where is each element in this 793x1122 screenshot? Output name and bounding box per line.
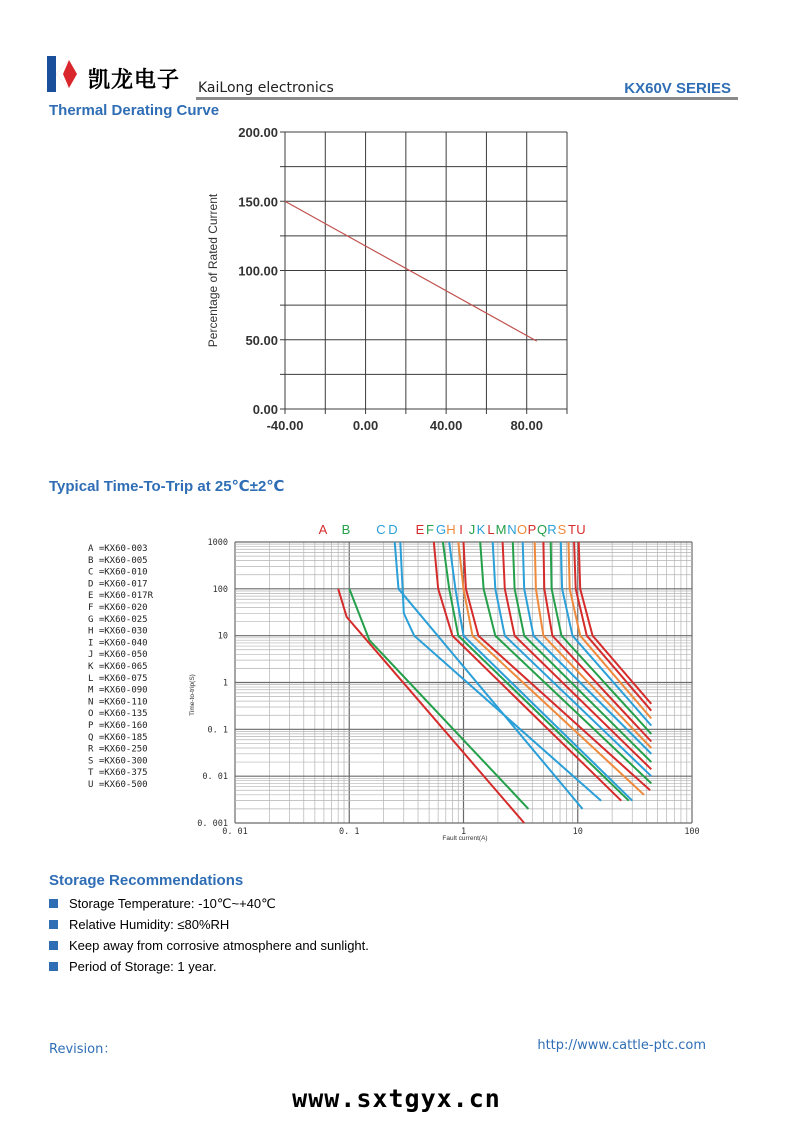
series-name-label: J (468, 522, 476, 537)
brand-chinese-name: 凯龙电子 (88, 67, 181, 93)
legend-entry: L =KX60-075 (88, 673, 148, 684)
y-tick-label: 1 (222, 678, 228, 689)
series-name-label: N (507, 522, 517, 537)
series-name-label: S (557, 522, 567, 537)
series-name-label: H (446, 522, 456, 537)
y-tick-label: 150.00 (238, 194, 278, 210)
logo-bar (47, 56, 56, 92)
time-to-trip-chart (80, 515, 720, 850)
x-tick-label: 40.00 (429, 418, 463, 433)
storage-item-text: Keep away from corrosive atmosphere and sunlight. (69, 938, 369, 953)
kailong-logo (47, 56, 77, 92)
legend-entry: H =KX60-030 (88, 626, 148, 637)
storage-item (49, 914, 369, 935)
y-tick-label: 0. 1 (207, 725, 228, 736)
website-link[interactable]: http://www.cattle-ptc.com (537, 1038, 706, 1053)
legend-entry: P =KX60-160 (88, 721, 148, 731)
x-tick-label: 10 (572, 827, 583, 837)
legend-entry: D =KX60-017 (88, 579, 148, 590)
legend-entry: J =KX60-050 (88, 650, 148, 661)
legend-entry: O =KX60-135 (88, 709, 148, 720)
storage-item-text: Period of Storage: 1 year. (69, 959, 217, 974)
legend-entry: G =KX60-025 (88, 614, 148, 625)
series-name-label: A (318, 522, 328, 537)
x-tick-label: 0. 01 (222, 827, 248, 837)
series-name-label: D (388, 522, 398, 537)
series-name-label: M (495, 522, 507, 537)
series-name-label: I (459, 522, 463, 537)
revision-label: Revision： (49, 1042, 117, 1057)
y-axis-label: Time-to-trip(S) (189, 674, 196, 716)
x-tick-label: 80.00 (510, 418, 543, 433)
series-name-label: Q (536, 522, 548, 537)
bullet-square-icon (49, 920, 58, 929)
legend-entry: E =KX60-017R (88, 591, 154, 602)
legend-entry: B =KX60-005 (88, 555, 148, 566)
series-name-label: T (568, 522, 576, 537)
series-name-label: P (527, 522, 537, 537)
bullet-square-icon (49, 899, 58, 908)
derating-chart (195, 118, 585, 440)
x-tick-label: 0.00 (352, 418, 379, 433)
series-name-label: B (341, 522, 351, 537)
derating-line (285, 201, 537, 341)
bullet-square-icon (49, 962, 58, 971)
legend-entry: A =KX60-003 (88, 544, 148, 554)
storage-section-title: Storage Recommendations (49, 872, 244, 889)
x-tick-label: -40.00 (266, 418, 304, 433)
y-tick-label: 50.00 (245, 332, 278, 348)
y-tick-label: 0. 001 (197, 819, 228, 829)
y-tick-label: 100.00 (238, 263, 278, 279)
watermark-text: www.sxtgyx.cn (292, 1084, 501, 1113)
y-tick-label: 100 (212, 584, 228, 595)
legend-entry: M =KX60-090 (88, 685, 148, 696)
y-tick-label: 1000 (207, 538, 228, 548)
series-name-label: G (435, 522, 447, 537)
y-axis-label: Percentage of Rated Current (206, 193, 220, 348)
series-name-label: O (516, 522, 528, 537)
legend-entry: K =KX60-065 (88, 662, 148, 672)
series-name-label: L (487, 522, 495, 537)
series-name: KX60V SERIES (624, 80, 731, 97)
legend-entry: I =KX60-040 (88, 638, 148, 649)
series-name-label: F (426, 522, 434, 537)
legend-entry: F =KX60-020 (88, 603, 148, 613)
y-tick-label: 200.00 (238, 125, 278, 140)
y-tick-label: 10 (217, 631, 228, 642)
trip-curve-i (464, 542, 651, 790)
storage-item (49, 956, 369, 977)
trip-curve-t (574, 542, 651, 711)
series-name-label: C (376, 522, 386, 537)
series-name-label: K (476, 522, 486, 537)
series-name-label: R (547, 522, 557, 537)
bullet-square-icon (49, 941, 58, 950)
series-name-label: E (415, 522, 425, 537)
x-tick-label: 1 (460, 827, 467, 837)
legend-entry: N =KX60-110 (88, 697, 148, 708)
x-axis-label: Fault current(A) (442, 835, 488, 842)
legend-entry: R =KX60-250 (88, 744, 148, 755)
storage-item (49, 935, 369, 956)
legend-entry: S =KX60-300 (88, 756, 148, 767)
brand-english-name: KaiLong electronics (198, 80, 334, 96)
legend-entry: C =KX60-010 (88, 567, 148, 578)
y-tick-label: 0. 01 (202, 772, 228, 783)
storage-item-text: Storage Temperature: -10℃~+40℃ (69, 895, 276, 911)
storage-list (49, 893, 369, 977)
x-tick-label: 0. 1 (339, 827, 360, 837)
legend-entry: U =KX60-500 (88, 780, 148, 790)
derating-section-title: Thermal Derating Curve (49, 102, 220, 119)
legend-entry: Q =KX60-185 (88, 732, 148, 743)
header-divider (196, 97, 738, 100)
x-tick-label: 100 (684, 827, 700, 837)
legend-entry: T =KX60-375 (88, 768, 148, 779)
storage-item (49, 893, 369, 914)
y-tick-label: 0.00 (252, 402, 278, 417)
storage-item-text: Relative Humidity: ≤80%RH (69, 917, 230, 932)
time-to-trip-section-title: Typical Time-To-Trip at 25℃±2℃ (49, 478, 285, 495)
series-name-label: U (576, 522, 586, 537)
